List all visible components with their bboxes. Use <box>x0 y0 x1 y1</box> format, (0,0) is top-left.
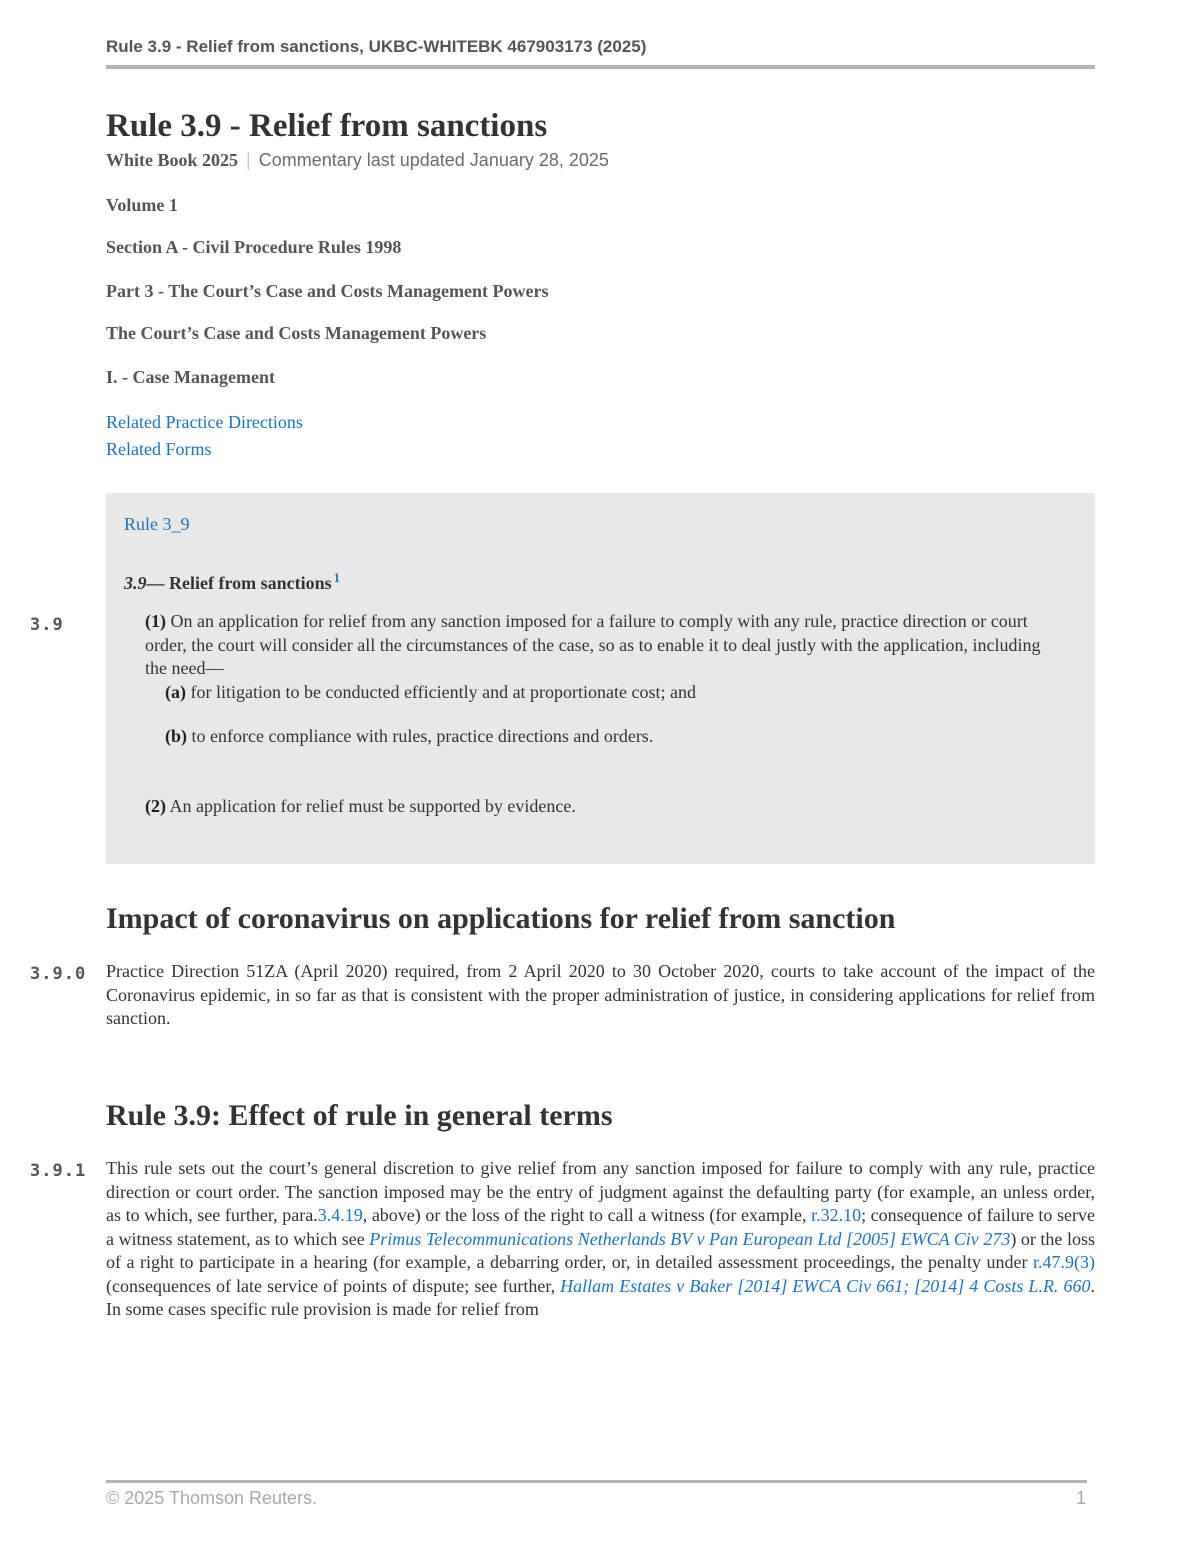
paragraph-label: (2) <box>145 796 166 816</box>
primus-case-link[interactable]: Primus Telecommunications Netherlands BV v Pan European Ltd [2005] EWCA Civ 273 <box>369 1228 1011 1249</box>
meta-separator: | <box>246 150 251 170</box>
paragraph-text: (consequences of late service of points of dispute; see further, <box>106 1275 561 1296</box>
rule-paragraph-2 <box>145 795 1045 819</box>
section-heading-coronavirus: Impact of coronavirus on applications for relief from sanction <box>106 902 896 935</box>
margin-number-3-9: 3.9 <box>30 615 64 635</box>
paragraph-text: ; consequence of failure to serve a witness statement, as to which see <box>106 1205 1095 1249</box>
document-meta <box>106 150 609 171</box>
footer-copyright: © 2025 Thomson Reuters. <box>106 1488 318 1508</box>
related-forms-link[interactable]: Related Forms <box>106 439 212 459</box>
rule-paragraph-1 <box>145 610 1055 681</box>
paragraph-text: ) or the loss of a right to participate in a hearing (for example, a debarring order, or, in detailed assessment proceedings, the penalty under <box>106 1228 1095 1272</box>
paragraph-label: (1) <box>145 611 166 631</box>
rule-heading-number: 3.9 <box>124 573 147 593</box>
rule-heading-text: — Relief from sanctions <box>146 573 332 593</box>
rule-link[interactable]: Rule 3_9 <box>124 514 190 534</box>
paragraph-text: , above) or the loss of the right to call a witness (for example, <box>362 1205 812 1225</box>
paragraph-text: for litigation to be conducted efficiently and at proportionate cost; and <box>190 682 697 702</box>
rule-32-10-link[interactable]: r.32.10 <box>811 1205 862 1225</box>
footer-divider <box>106 1480 1087 1483</box>
updated-date: Commentary last updated January 28, 2025 <box>258 150 609 170</box>
header-divider <box>106 65 1095 69</box>
footnote-link[interactable]: 1 <box>333 570 341 585</box>
paragraph-label: (a) <box>165 682 186 702</box>
breadcrumb-section: Section A - Civil Procedure Rules 1998 <box>106 237 402 257</box>
para-3-4-19-link[interactable]: 3.4.19 <box>317 1205 363 1225</box>
breadcrumb-part: Part 3 - The Court’s Case and Costs Management Powers <box>106 281 549 301</box>
paragraph-text: An application for relief must be supported by evidence. <box>169 796 576 816</box>
related-practice-directions-link[interactable]: Related Practice Directions <box>106 412 303 432</box>
hallam-case-link[interactable]: Hallam Estates v Baker [2014] EWCA Civ 661; [2014] 4 Costs L.R. 660 <box>560 1275 1091 1296</box>
breadcrumb-volume: Volume 1 <box>106 195 178 215</box>
document-title: Rule 3.9 - Relief from sanctions <box>106 108 548 144</box>
paragraph-label: (b) <box>165 726 187 746</box>
rule-47-9-3-link[interactable]: r.47.9(3) <box>1033 1252 1095 1272</box>
rule-text-box <box>106 493 1095 864</box>
breadcrumb-subchapter: I. - Case Management <box>106 367 275 387</box>
rule-paragraph-b <box>165 725 1045 749</box>
running-header: Rule 3.9 - Relief from sanctions, UKBC-WHITEBK 467903173 (2025) <box>106 37 647 56</box>
paragraph-text: . In some cases specific rule provision is made for relief from <box>106 1275 1095 1319</box>
rule-heading <box>124 570 340 594</box>
book-name: White Book 2025 <box>106 150 239 170</box>
paragraph-text: to enforce compliance with rules, practice directions and orders. <box>191 726 654 746</box>
breadcrumb-chapter: The Court’s Case and Costs Management Powers <box>106 323 487 343</box>
rule-paragraph-a <box>165 681 1045 705</box>
paragraph-text: This rule sets out the court’s general discretion to give relief from any sanction imposed for failure to comply with any rule, practice direction or court order. The sanction imposed may be the entry of judgment against the defaulting party (for example, an unless order, as to which, see further, para. <box>106 1158 1095 1225</box>
margin-number-3-9-1: 3.9.1 <box>30 1161 87 1181</box>
margin-number-3-9-0: 3.9.0 <box>30 964 87 984</box>
page-number: 1 <box>1076 1488 1087 1508</box>
section-heading-effect-of-rule: Rule 3.9: Effect of rule in general terms <box>106 1099 613 1132</box>
paragraph-text: On an application for relief from any sanction imposed for a failure to comply with any rule, practice direction or court order, the court will consider all the circumstances of the case, so as to enable it to deal justly with the application, including the need— <box>145 611 1041 678</box>
section-paragraph-coronavirus: Practice Direction 51ZA (April 2020) required, from 2 April 2020 to 30 October 2020, courts to take account of the impact of the Coronavirus epidemic, in so far as that is consistent with the proper administration of justice, in considering applications for relief from sanction. <box>106 961 1095 1028</box>
section-paragraph-effect-of-rule <box>106 1157 1095 1322</box>
